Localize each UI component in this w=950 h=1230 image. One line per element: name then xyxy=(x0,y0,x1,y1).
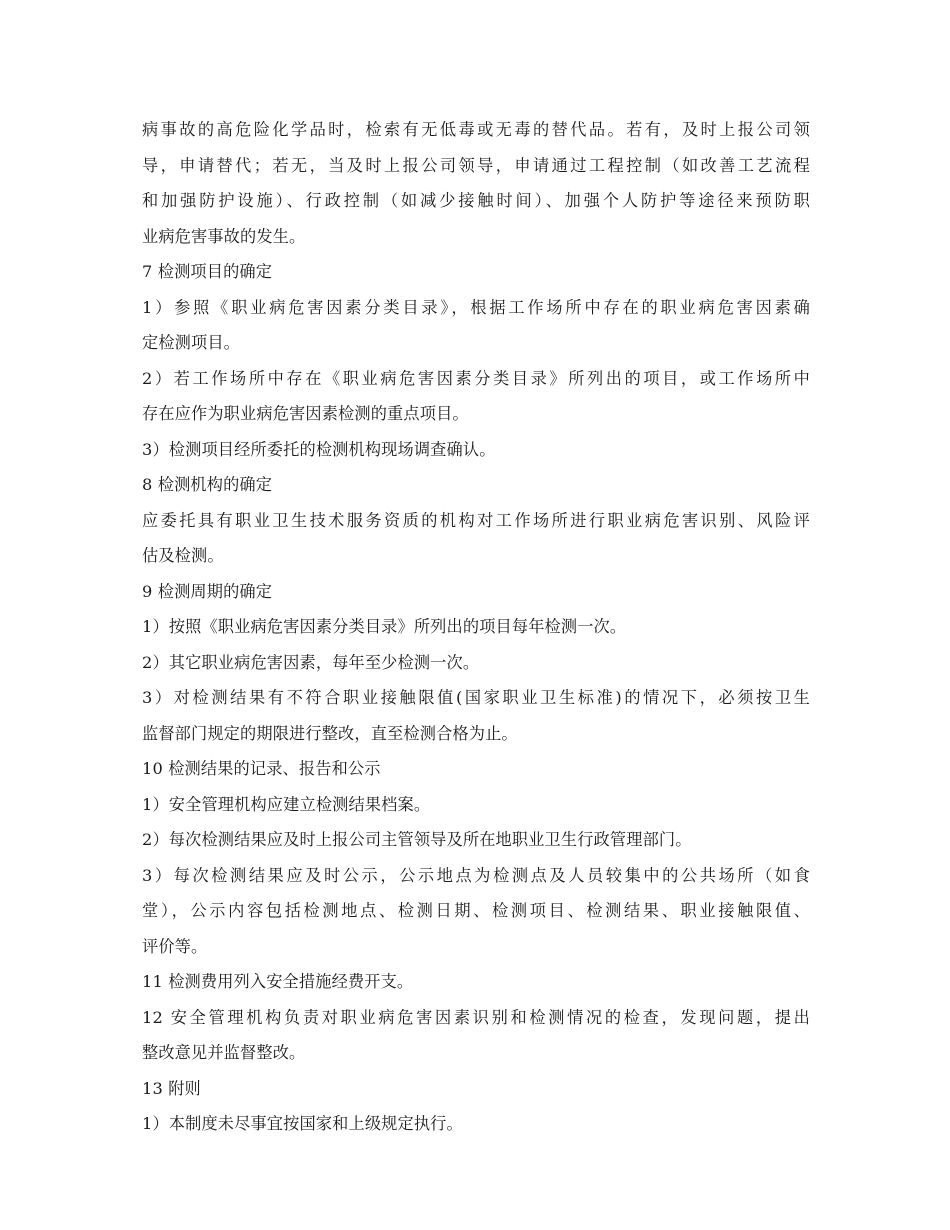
text-line: 估及检测。 xyxy=(142,546,224,565)
text-line: 2）每次检测结果应及时上报公司主管领导及所在地职业卫生行政管理部门。 xyxy=(142,830,692,849)
text-line: 导，申请替代；若无，当及时上报公司领导，申请通过工程控制（如改善工艺流程 xyxy=(142,155,810,175)
text-line: 9 检测周期的确定 xyxy=(142,581,273,601)
text-line: 13 附则 xyxy=(142,1078,201,1098)
document-page xyxy=(142,0,810,1230)
text-line: 存在应作为职业病危害因素检测的重点项目。 xyxy=(142,404,469,423)
text-line: 11 检测费用列入安全措施经费开支。 xyxy=(142,972,414,991)
text-line: 1）按照《职业病危害因素分类目录》所列出的项目每年检测一次。 xyxy=(142,617,627,636)
text-line: 2）若工作场所中存在《职业病危害因素分类目录》所列出的项目，或工作场所中 xyxy=(142,368,810,388)
text-line: 整改意见并监督整改。 xyxy=(142,1043,306,1062)
text-line: 8 检测机构的确定 xyxy=(142,475,273,494)
text-line: 10 检测结果的记录、报告和公示 xyxy=(142,759,381,778)
text-line: 3）对检测结果有不符合职业接触限值(国家职业卫生标准)的情况下，必须按卫生 xyxy=(142,688,810,707)
text-line: 和加强防护设施）、行政控制（如减少接触时间）、加强个人防护等途径来预防职 xyxy=(142,191,810,210)
text-line: 监督部门规定的期限进行整改，直至检测合格为止。 xyxy=(142,723,518,743)
text-line: 3）每次检测结果应及时公示，公示地点为检测点及人员较集中的公共场所（如食 xyxy=(142,865,810,885)
text-line: 3）检测项目经所委托的检测机构现场调查确认。 xyxy=(142,439,496,459)
text-line: 1）本制度未尽事宜按国家和上级规定执行。 xyxy=(142,1114,463,1133)
text-line: 1）安全管理机构应建立检测结果档案。 xyxy=(142,794,431,814)
text-line: 业病危害事故的发生。 xyxy=(142,226,306,246)
text-line: 7 检测项目的确定 xyxy=(142,262,273,281)
document-body xyxy=(142,112,810,1142)
text-line: 定检测项目。 xyxy=(142,333,241,352)
text-line: 堂），公示内容包括检测地点、检测日期、检测项目、检测结果、职业接触限值、 xyxy=(142,901,810,920)
text-line: 病事故的高危险化学品时，检索有无低毒或无毒的替代品。若有，及时上报公司领 xyxy=(142,120,810,139)
text-line: 2）其它职业病危害因素，每年至少检测一次。 xyxy=(142,652,480,672)
text-line: 12 安全管理机构负责对职业病危害因素识别和检测情况的检查，发现问题，提出 xyxy=(142,1007,810,1027)
text-line: 应委托具有职业卫生技术服务资质的机构对工作场所进行职业病危害识别、风险评 xyxy=(142,510,810,530)
text-line: 评价等。 xyxy=(142,936,208,956)
text-line: 1）参照《职业病危害因素分类目录》，根据工作场所中存在的职业病危害因素确 xyxy=(142,297,810,317)
